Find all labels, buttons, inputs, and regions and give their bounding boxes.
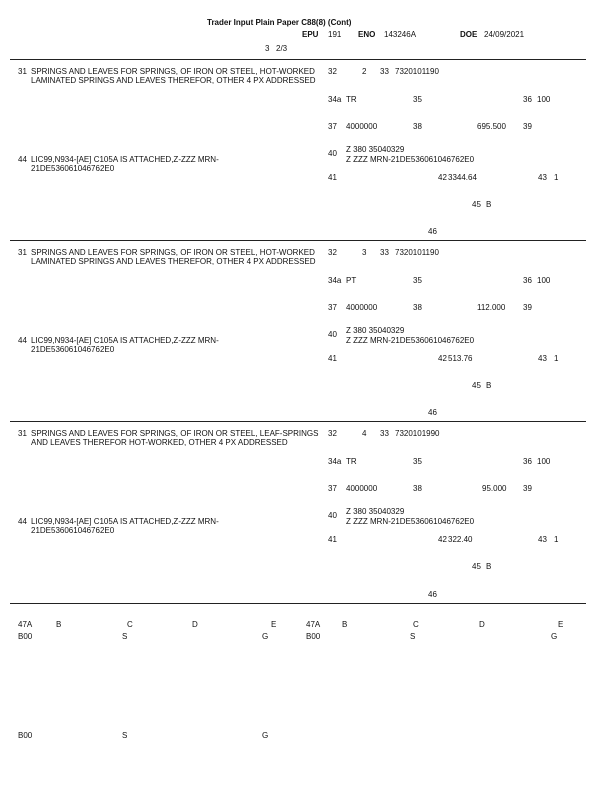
box-32-label: 32 bbox=[328, 248, 337, 257]
box-45-label: 45 bbox=[472, 562, 481, 571]
goods-description: SPRINGS AND LEAVES FOR SPRINGS, OF IRON OR STEEL, LEAF-SPRINGS AND LEAVES THEREFOR HOT-WORKED, OTHER 4 PX ADDRESSED bbox=[31, 429, 319, 448]
tax-column-d: D bbox=[479, 620, 485, 629]
eno-label: ENO bbox=[358, 30, 376, 39]
tax-type: B00 bbox=[18, 731, 33, 740]
box-31-label: 31 bbox=[18, 429, 27, 438]
tax-column-c: C bbox=[127, 620, 133, 629]
box-39-label: 39 bbox=[523, 122, 532, 131]
box-42-label: 42 bbox=[438, 535, 447, 544]
procedure-code: 4000000 bbox=[346, 484, 378, 493]
procedure-code: 4000000 bbox=[346, 122, 378, 131]
box-38-label: 38 bbox=[413, 122, 422, 131]
tax-column-e: E bbox=[558, 620, 564, 629]
net-mass: 695.500 bbox=[477, 122, 506, 131]
payment-method: S bbox=[410, 632, 416, 641]
box-37-label: 37 bbox=[328, 122, 337, 131]
tax-column-d: D bbox=[192, 620, 198, 629]
valuation-method: 1 bbox=[554, 173, 559, 182]
tax-type: B00 bbox=[18, 632, 33, 641]
valuation-method: 1 bbox=[554, 354, 559, 363]
tax-column-b: B bbox=[342, 620, 348, 629]
box-46-label: 46 bbox=[428, 227, 437, 236]
box-35-label: 35 bbox=[413, 276, 422, 285]
box-34a-label: 34a bbox=[328, 457, 342, 466]
tax-type: B00 bbox=[306, 632, 321, 641]
item-divider bbox=[10, 240, 586, 241]
box-45-label: 45 bbox=[472, 381, 481, 390]
box-47a-label: 47A bbox=[18, 620, 33, 629]
box-36-label: 36 bbox=[523, 276, 532, 285]
box-43-label: 43 bbox=[538, 354, 547, 363]
epu-label: EPU bbox=[302, 30, 319, 39]
doe-label: DOE bbox=[460, 30, 478, 39]
page-box-label: 3 bbox=[265, 44, 270, 53]
epu-value: 191 bbox=[328, 30, 342, 39]
box-39-label: 39 bbox=[523, 484, 532, 493]
doe-value: 24/09/2021 bbox=[484, 30, 525, 39]
box-46-label: 46 bbox=[428, 408, 437, 417]
box-44-label: 44 bbox=[18, 155, 27, 164]
box-40-label: 40 bbox=[328, 149, 337, 158]
box-41-label: 41 bbox=[328, 535, 337, 544]
adjustment-code: B bbox=[486, 562, 492, 571]
box-44-label: 44 bbox=[18, 517, 27, 526]
box-40-label: 40 bbox=[328, 511, 337, 520]
tax-column-c: C bbox=[413, 620, 419, 629]
payment-method: S bbox=[122, 632, 128, 641]
eno-value: 143246A bbox=[384, 30, 417, 39]
box-46-label: 46 bbox=[428, 590, 437, 599]
payment-method: G bbox=[262, 731, 269, 740]
previous-document: Z ZZZ MRN-21DE536061046762E0 bbox=[346, 336, 475, 345]
item-price: 513.76 bbox=[448, 354, 473, 363]
box-34a-label: 34a bbox=[328, 276, 342, 285]
valuation-method: 1 bbox=[554, 535, 559, 544]
box-39-label: 39 bbox=[523, 303, 532, 312]
goods-description: SPRINGS AND LEAVES FOR SPRINGS, OF IRON OR STEEL, HOT-WORKED LAMINATED SPRINGS AND LEAVES THEREFOR, OTHER 4 PX ADDRESSED bbox=[31, 248, 316, 267]
page-number: 2/3 bbox=[276, 44, 288, 53]
additional-information: LIC99,N934-[AE] C105A IS ATTACHED,Z-ZZZ MRN-21DE536061046762E0 bbox=[31, 336, 219, 355]
additional-information: LIC99,N934-[AE] C105A IS ATTACHED,Z-ZZZ MRN-21DE536061046762E0 bbox=[31, 155, 219, 174]
box-37-label: 37 bbox=[328, 303, 337, 312]
previous-document: Z 380 35040329 bbox=[346, 507, 405, 516]
box-34a-label: 34a bbox=[328, 95, 342, 104]
commodity-code: 7320101190 bbox=[395, 248, 439, 257]
item-price: 3344.64 bbox=[448, 173, 477, 182]
item-price: 322.40 bbox=[448, 535, 473, 544]
payment-method: S bbox=[122, 731, 128, 740]
box-32-label: 32 bbox=[328, 67, 337, 76]
box-42-label: 42 bbox=[438, 354, 447, 363]
box-41-label: 41 bbox=[328, 354, 337, 363]
preference-code: 100 bbox=[537, 95, 551, 104]
box-32-label: 32 bbox=[328, 429, 337, 438]
form-title: Trader Input Plain Paper C88(8) (Cont) bbox=[207, 18, 352, 27]
box-35-label: 35 bbox=[413, 95, 422, 104]
payment-method: G bbox=[262, 632, 269, 641]
box-33-label: 33 bbox=[380, 248, 389, 257]
origin-country: TR bbox=[346, 457, 357, 466]
origin-country: PT bbox=[346, 276, 357, 285]
box-37-label: 37 bbox=[328, 484, 337, 493]
preference-code: 100 bbox=[537, 457, 551, 466]
additional-information: LIC99,N934-[AE] C105A IS ATTACHED,Z-ZZZ MRN-21DE536061046762E0 bbox=[31, 517, 219, 536]
net-mass: 112.000 bbox=[477, 303, 506, 312]
tax-column-b: B bbox=[56, 620, 62, 629]
preference-code: 100 bbox=[537, 276, 551, 285]
previous-document: Z ZZZ MRN-21DE536061046762E0 bbox=[346, 517, 475, 526]
box-33-label: 33 bbox=[380, 429, 389, 438]
box-43-label: 43 bbox=[538, 535, 547, 544]
box-36-label: 36 bbox=[523, 457, 532, 466]
box-43-label: 43 bbox=[538, 173, 547, 182]
box-31-label: 31 bbox=[18, 248, 27, 257]
box-38-label: 38 bbox=[413, 303, 422, 312]
item-number: 2 bbox=[362, 67, 367, 76]
procedure-code: 4000000 bbox=[346, 303, 378, 312]
box-42-label: 42 bbox=[438, 173, 447, 182]
box-31-label: 31 bbox=[18, 67, 27, 76]
item-divider bbox=[10, 603, 586, 604]
previous-document: Z ZZZ MRN-21DE536061046762E0 bbox=[346, 155, 475, 164]
net-mass: 95.000 bbox=[482, 484, 507, 493]
box-47a-label: 47A bbox=[306, 620, 321, 629]
previous-document: Z 380 35040329 bbox=[346, 145, 405, 154]
origin-country: TR bbox=[346, 95, 357, 104]
box-35-label: 35 bbox=[413, 457, 422, 466]
box-45-label: 45 bbox=[472, 200, 481, 209]
commodity-code: 7320101990 bbox=[395, 429, 440, 438]
goods-description: SPRINGS AND LEAVES FOR SPRINGS, OF IRON OR STEEL, HOT-WORKED LAMINATED SPRINGS AND LEAVES THEREFOR, OTHER 4 PX ADDRESSED bbox=[31, 67, 316, 86]
box-36-label: 36 bbox=[523, 95, 532, 104]
commodity-code: 7320101190 bbox=[395, 67, 439, 76]
adjustment-code: B bbox=[486, 381, 492, 390]
box-41-label: 41 bbox=[328, 173, 337, 182]
item-number: 3 bbox=[362, 248, 367, 257]
tax-column-e: E bbox=[271, 620, 277, 629]
previous-document: Z 380 35040329 bbox=[346, 326, 405, 335]
payment-method: G bbox=[551, 632, 558, 641]
box-33-label: 33 bbox=[380, 67, 389, 76]
box-44-label: 44 bbox=[18, 336, 27, 345]
adjustment-code: B bbox=[486, 200, 492, 209]
box-38-label: 38 bbox=[413, 484, 422, 493]
box-40-label: 40 bbox=[328, 330, 337, 339]
header-divider bbox=[10, 59, 586, 60]
item-divider bbox=[10, 421, 586, 422]
item-number: 4 bbox=[362, 429, 367, 438]
